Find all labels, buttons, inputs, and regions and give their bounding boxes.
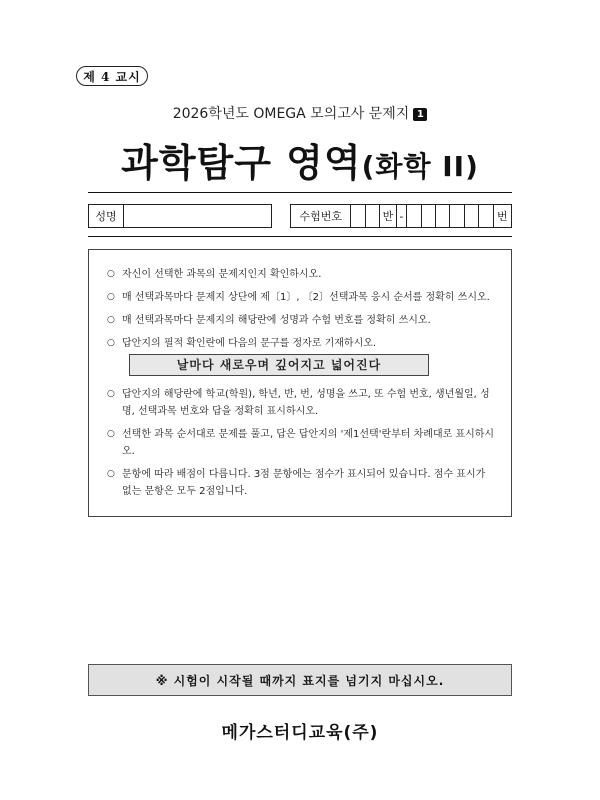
instruction-text: 문항에 따라 배점이 다릅니다. 3점 문항에는 점수가 표시되어 있습니다. 점수 표시가 없는 문항은 모두 2점입니다. — [122, 469, 486, 497]
handwriting-phrase: 날마다 새로우며 깊어지고 넓어진다 — [129, 354, 429, 376]
instruction-item — [107, 312, 497, 329]
instruction-text: 매 선택과목마다 문제지 상단에 제〔1〕, 〔2〕선택과목 응시 순서를 정확히 쓰시오. — [122, 292, 490, 303]
publisher-name: 메가스터디교육(주) — [221, 723, 379, 743]
instruction-text: 선택한 과목 순서대로 문제를 풀고, 답은 답안지의 '제1선택'란부터 차례대로 표시하시오. — [122, 429, 495, 457]
circle-bullet-icon: ○ — [107, 389, 115, 399]
number-digit-cell[interactable] — [465, 205, 479, 227]
circle-bullet-icon: ○ — [107, 269, 115, 279]
instruction-text: 답안지의 해당란에 학교(학원), 학년, 반, 번, 성명을 쓰고, 또 수험 번호, 생년월일, 성명, 선택과목 번호와 답을 정확히 표시하시오. — [122, 389, 490, 417]
exam-number-field[interactable] — [290, 204, 512, 228]
name-field[interactable] — [88, 204, 272, 228]
instructions-box — [88, 249, 512, 517]
name-entry-area[interactable] — [124, 205, 271, 227]
instruction-text: 자신이 선택한 과목의 문제지인지 확인하시오. — [122, 269, 322, 280]
exam-title-text: 2026학년도 OMEGA 모의고사 문제지 — [172, 106, 410, 122]
instruction-item — [107, 426, 497, 460]
period-badge: 제 4 교시 — [76, 66, 148, 86]
warning-notice: ※ 시험이 시작될 때까지 표지를 넘기지 마십시오. — [88, 664, 512, 696]
instruction-item — [107, 466, 497, 500]
instruction-item — [107, 266, 497, 283]
circle-bullet-icon: ○ — [107, 429, 115, 439]
number-digit-cell[interactable] — [422, 205, 436, 227]
class-label: 반 — [380, 205, 396, 227]
instruction-item — [107, 335, 497, 352]
subject-main: 과학탐구 영역 — [121, 141, 362, 185]
subject-title — [0, 132, 600, 187]
number-digit-cell[interactable] — [450, 205, 464, 227]
exam-title — [0, 103, 600, 123]
instruction-item — [107, 289, 497, 306]
number-digit-cell[interactable] — [479, 205, 493, 227]
circle-bullet-icon: ○ — [107, 338, 115, 348]
bottom-rule — [88, 236, 512, 237]
instruction-text: 답안지의 필적 확인란에 다음의 문구를 정자로 기재하시오. — [122, 338, 377, 349]
subject-sub: (화학 II) — [361, 150, 479, 183]
top-rule — [88, 192, 512, 193]
number-digit-cell[interactable] — [436, 205, 450, 227]
instruction-item — [107, 386, 497, 420]
booklet-number-badge: 1 — [413, 108, 427, 121]
circle-bullet-icon: ○ — [107, 315, 115, 325]
exam-number-label: 수험번호 — [291, 205, 351, 227]
number-digit-cell[interactable] — [407, 205, 421, 227]
name-label: 성명 — [89, 205, 124, 227]
instruction-text: 매 선택과목마다 문제지의 해당란에 성명과 수험 번호를 정확히 쓰시오. — [122, 315, 431, 326]
class-digit-cell[interactable] — [351, 205, 365, 227]
circle-bullet-icon: ○ — [107, 292, 115, 302]
class-digit-cell[interactable] — [366, 205, 380, 227]
number-dash: - — [397, 205, 408, 227]
circle-bullet-icon: ○ — [107, 469, 115, 479]
number-suffix-label: 번 — [497, 210, 508, 223]
